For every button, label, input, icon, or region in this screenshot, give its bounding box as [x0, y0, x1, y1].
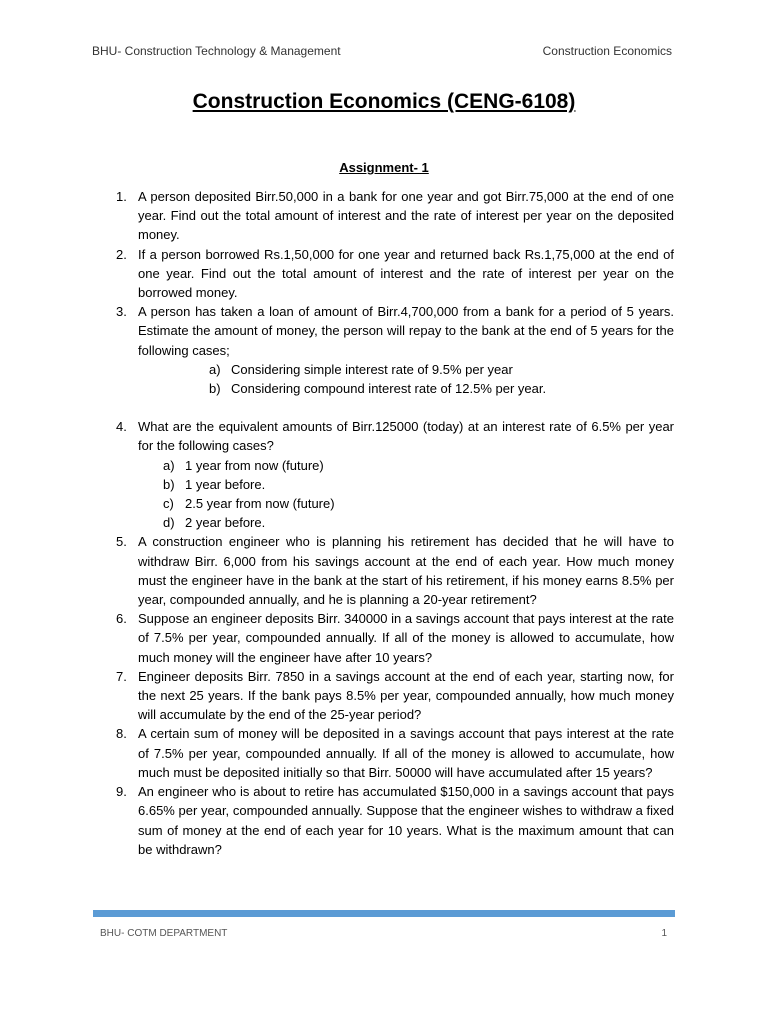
case-mark: c) — [163, 496, 174, 512]
question-number: 7. — [116, 668, 127, 684]
question-9 — [116, 782, 674, 859]
question-text: If a person borrowed Rs.1,50,000 for one year and returned back Rs.1,75,000 at the end of one year. Find out the total amount of interest and the rate of interest per year on the borrowed money. — [138, 246, 674, 301]
question-number: 3. — [116, 304, 127, 320]
question-number: 2. — [116, 246, 127, 262]
case-item — [209, 360, 674, 379]
question-text: Suppose an engineer deposits Birr. 340000 in a savings account that pays interest at the rate of 7.5% per year, compounded annually. If all of the money is allowed to accumulate, how much money will the engineer have after 10 years? — [138, 611, 674, 665]
question-text: A certain sum of money will be deposited in a savings account that pays interest at the rate of 7.5% per year, compounded annually. If all of the money is allowed to accumulate, how much must be deposited initially so that Birr. 50000 will have accumulated after 15 years? — [138, 726, 674, 780]
case-text: 2 year before. — [185, 515, 266, 531]
question-list — [116, 187, 674, 859]
question-text: Engineer deposits Birr. 7850 in a savings account at the end of each year, starting now, for the next 25 years. If the bank pays 8.5% per year, compounded annually, how much money will accumulate by the end of the 25-year period? — [138, 668, 674, 723]
question-1 — [116, 187, 674, 245]
case-text: 2.5 year from now (future) — [185, 496, 335, 512]
document-title: Construction Economics (CENG-6108) — [192, 90, 576, 113]
header-institution: BHU- Construction Technology & Management — [92, 44, 341, 58]
case-item — [163, 456, 674, 475]
question-text: A person has taken a loan of amount of Birr.4,700,000 from a bank for a period of 5 years. Estimate the amount of money, the person will repay to the bank at the end of 5 years for the following cases; — [138, 304, 674, 358]
question-number: 8. — [116, 726, 127, 742]
page-number: 1 — [661, 928, 667, 939]
question-text: An engineer who is about to retire has accumulated $150,000 in a savings account that pays 6.65% per year, compounded annually. Suppose that the engineer wishes to withdraw a fixed sum of money at the end of each year for 10 years. What is the maximum amount that can be withdrawn? — [138, 784, 674, 857]
assignment-heading: Assignment- 1 — [339, 160, 429, 175]
case-item — [163, 475, 674, 494]
case-mark: b) — [163, 476, 175, 492]
case-mark: a) — [209, 361, 221, 377]
question-text: What are the equivalent amounts of Birr.125000 (today) at an interest rate of 6.5% per year for the following cases? — [138, 419, 674, 454]
question-number: 6. — [116, 611, 127, 627]
question-2 — [116, 245, 674, 303]
question-5 — [116, 532, 674, 609]
question-4 — [116, 417, 674, 532]
case-mark: b) — [209, 381, 221, 397]
question-3-cases — [138, 360, 674, 398]
case-item — [163, 513, 674, 532]
case-item — [163, 494, 674, 513]
case-text: 1 year from now (future) — [185, 457, 324, 473]
case-text: 1 year before. — [185, 476, 266, 492]
case-text: Considering compound interest rate of 12.5% per year. — [231, 381, 547, 397]
case-text: Considering simple interest rate of 9.5% per year — [231, 361, 513, 377]
case-mark: d) — [163, 515, 175, 531]
question-number: 4. — [116, 419, 127, 435]
question-text: A construction engineer who is planning his retirement has decided that he will have to withdraw Birr. 6,000 from his savings account at the end of each year. How much money must the engineer have in the bank at the start of his retirement, if his money earns 8.5% per year, compounded annually, and he is planning a 20-year retirement? — [138, 534, 674, 608]
footer-rule — [93, 910, 675, 917]
question-4-cases — [138, 456, 674, 533]
question-3 — [116, 302, 674, 417]
case-mark: a) — [163, 457, 175, 473]
question-8 — [116, 724, 674, 782]
question-number: 9. — [116, 784, 127, 800]
question-number: 5. — [116, 534, 127, 550]
question-7 — [116, 667, 674, 725]
footer-department: BHU- COTM DEPARTMENT — [100, 928, 228, 939]
question-6 — [116, 609, 674, 667]
header-course: Construction Economics — [542, 44, 672, 58]
question-number: 1. — [116, 189, 127, 204]
blank-line — [138, 398, 674, 417]
question-text: A person deposited Birr.50,000 in a bank for one year and got Birr.75,000 at the end of one year. Find out the total amount of interest and the rate of interest per year on the deposited money. — [138, 189, 674, 243]
case-item — [209, 379, 674, 398]
